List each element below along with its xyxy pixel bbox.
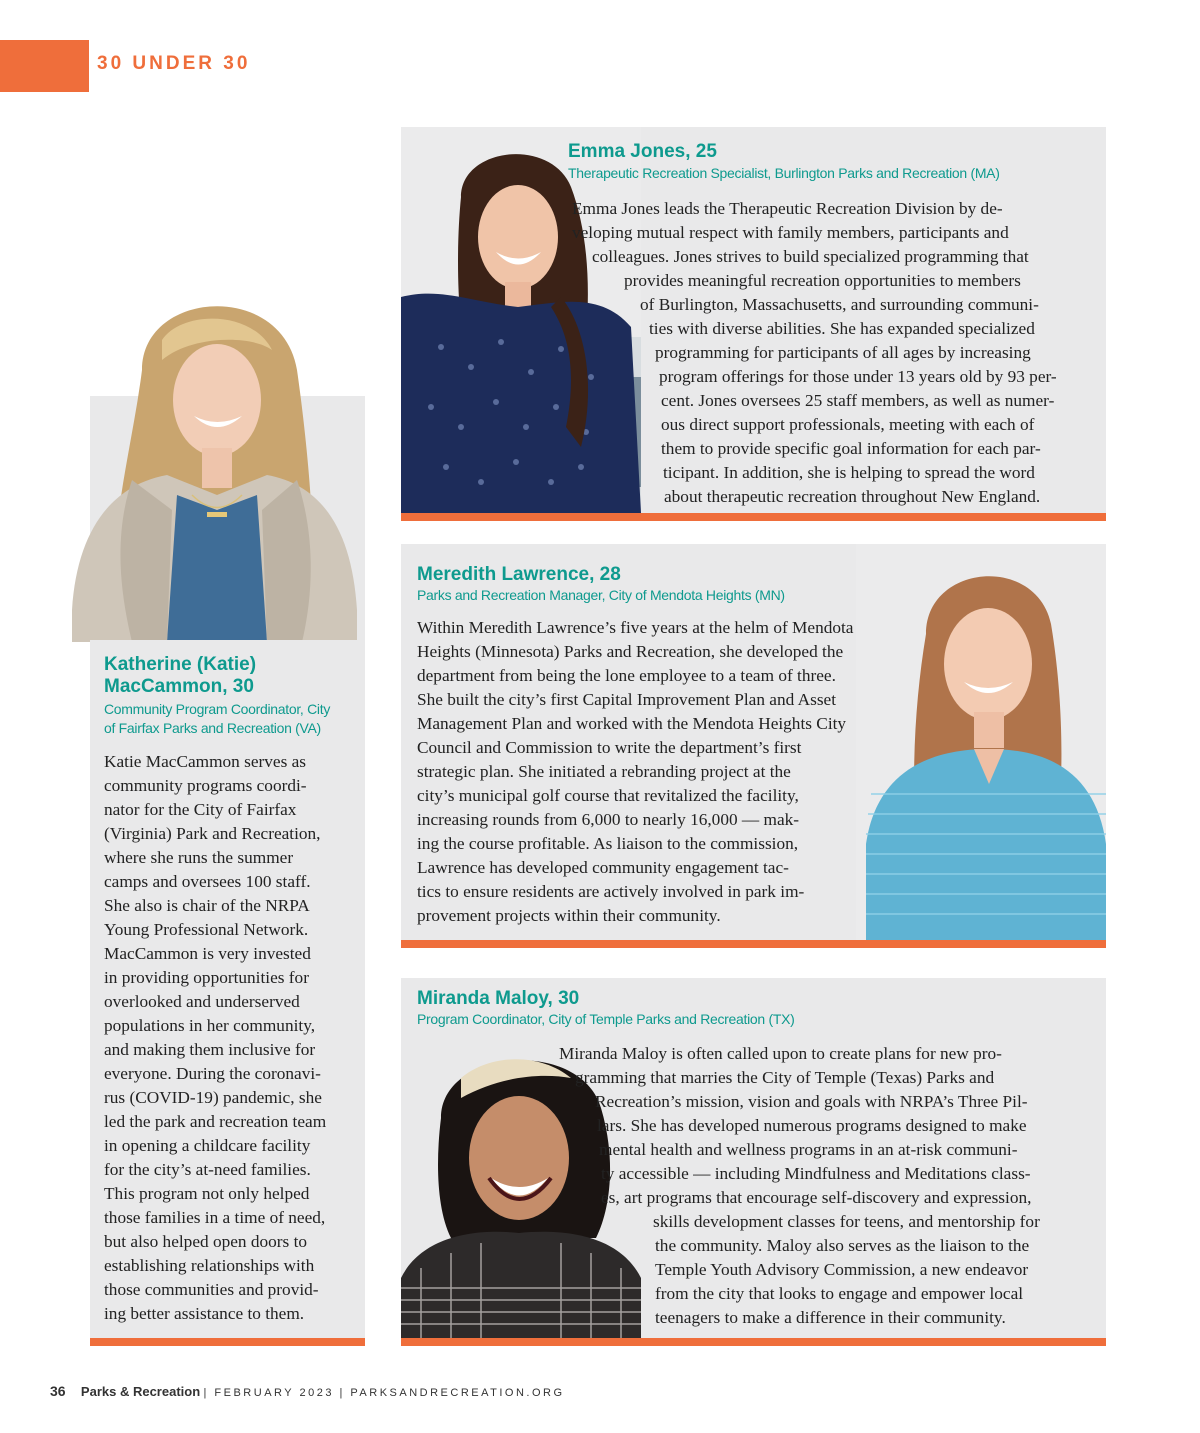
katie-name-line: Katherine (Katie) xyxy=(104,654,257,675)
profile-card-miranda xyxy=(401,978,1106,1346)
bio-line: them to provide specific goal information for each par- xyxy=(661,439,1041,458)
profile-card-meredith xyxy=(401,544,1106,948)
bio-line: populations in her community, xyxy=(104,1016,316,1035)
bio-line: This program not only helped xyxy=(104,1184,310,1203)
bio-line: camps and oversees 100 staff. xyxy=(104,872,311,891)
miranda-role: Program Coordinator, City of Temple Parks and Recreation (TX) xyxy=(417,1011,795,1027)
katie-role-line: of Fairfax Parks and Recreation (VA) xyxy=(104,720,321,736)
bio-line: lars. She has developed numerous programs designed to make xyxy=(597,1116,1027,1135)
bio-line: overlooked and underserved xyxy=(104,992,300,1011)
katie-role-line: Community Program Coordinator, City xyxy=(104,701,331,717)
page-number: 36 xyxy=(50,1383,66,1399)
bio-line: strategic plan. She initiated a rebranding project at the xyxy=(417,762,791,781)
bio-line: gramming that marries the City of Temple (Texas) Parks and xyxy=(575,1068,995,1087)
bio-line: ing the course profitable. As liaison to the commission, xyxy=(417,834,799,853)
magazine-name: Parks & Recreation xyxy=(80,1384,201,1399)
bio-line: mental health and wellness programs in an at-risk communi- xyxy=(599,1140,1018,1159)
profile-card-katie xyxy=(90,640,365,1346)
bio-line: program offerings for those under 13 years old by 93 per- xyxy=(659,367,1057,386)
bio-line: city’s municipal golf course that revitalized the facility, xyxy=(417,786,799,805)
bio-line: Young Professional Network. xyxy=(104,920,309,939)
miranda-name: Miranda Maloy, 30 xyxy=(417,988,580,1009)
profile-card-emma xyxy=(401,127,1106,521)
bio-line: about therapeutic recreation throughout New England. xyxy=(664,487,1041,506)
katie-name xyxy=(104,654,352,698)
bio-line: everyone. During the coronavi- xyxy=(104,1064,321,1083)
section-title: 30 UNDER 30 xyxy=(97,53,251,74)
katie-bio xyxy=(104,750,352,1326)
bio-line: Temple Youth Advisory Commission, a new endeavor xyxy=(655,1260,1029,1279)
meredith-name: Meredith Lawrence, 28 xyxy=(417,564,621,585)
bio-line: those communities and provid- xyxy=(104,1280,319,1299)
bio-line: nator for the City of Fairfax xyxy=(104,800,297,819)
bio-line: ticipant. In addition, she is helping to spread the word xyxy=(663,463,1035,482)
bio-line: ty accessible — including Mindfulness and Meditations class- xyxy=(601,1164,1031,1183)
bio-line: the community. Maloy also serves as the liaison to the xyxy=(655,1236,1030,1255)
bio-line: community programs coordi- xyxy=(104,776,307,795)
bio-line: She built the city’s first Capital Improvement Plan and Asset xyxy=(417,690,837,709)
bio-line: programming for participants of all ages by increasing xyxy=(655,343,1031,362)
bio-line: Emma Jones leads the Therapeutic Recreation Division by de- xyxy=(572,199,1003,218)
bio-line: Heights (Minnesota) Parks and Recreation, she developed the xyxy=(417,642,844,661)
bio-line: department from being the lone employee to a team of three. xyxy=(417,666,836,685)
section-tab xyxy=(0,40,89,92)
page-footer xyxy=(50,1383,565,1399)
bio-line: teenagers to make a difference in their community. xyxy=(655,1308,1006,1327)
bio-line: Management Plan and worked with the Mendota Heights City xyxy=(417,714,847,733)
bio-line: and making them inclusive for xyxy=(104,1040,316,1059)
bio-line: ous direct support professionals, meeting with each of xyxy=(661,415,1035,434)
bio-line: veloping mutual respect with family members, participants and xyxy=(572,223,1009,242)
bio-line: She also is chair of the NRPA xyxy=(104,896,310,915)
bio-line: in opening a childcare facility xyxy=(104,1136,311,1155)
bio-line: provides meaningful recreation opportunities to members xyxy=(624,271,1021,290)
katie-role xyxy=(104,700,352,738)
miranda-bio xyxy=(559,1042,1094,1330)
bio-line: (Virginia) Park and Recreation, xyxy=(104,824,321,843)
bio-line: colleagues. Jones strives to build specialized programming that xyxy=(592,247,1029,266)
bio-line: for the city’s at-need families. xyxy=(104,1160,311,1179)
bio-line: Lawrence has developed community engagement tac- xyxy=(417,858,789,877)
emma-bio xyxy=(561,197,1095,509)
bio-line: MacCammon is very invested xyxy=(104,944,311,963)
emma-role: Therapeutic Recreation Specialist, Burlington Parks and Recreation (MA) xyxy=(568,165,1000,181)
bio-line: Katie MacCammon serves as xyxy=(104,752,307,771)
issue-info: | FEBRUARY 2023 | PARKSANDRECREATION.ORG xyxy=(203,1387,565,1399)
bio-line: provement projects within their community. xyxy=(417,906,721,925)
bio-line: those families in a time of need, xyxy=(104,1208,326,1227)
bio-line: but also helped open doors to xyxy=(104,1232,308,1251)
bio-line: Within Meredith Lawrence’s five years at the helm of Mendota xyxy=(417,618,854,637)
bio-line: rus (COVID-19) pandemic, she xyxy=(104,1088,322,1107)
bio-line: in providing opportunities for xyxy=(104,968,309,987)
meredith-bio xyxy=(417,616,907,928)
bio-line: Council and Commission to write the department’s first xyxy=(417,738,802,757)
katie-name-line: MacCammon, 30 xyxy=(104,676,254,697)
bio-line: from the city that looks to engage and empower local xyxy=(655,1284,1024,1303)
bio-line: ing better assistance to them. xyxy=(104,1304,305,1323)
bio-line: Miranda Maloy is often called upon to create plans for new pro- xyxy=(559,1044,1002,1063)
bio-line: where she runs the summer xyxy=(104,848,294,867)
bio-line: tics to ensure residents are actively involved in park im- xyxy=(417,882,805,901)
meredith-role: Parks and Recreation Manager, City of Mendota Heights (MN) xyxy=(417,587,785,603)
bio-line: ties with diverse abilities. She has expanded specialized xyxy=(649,319,1035,338)
bio-line: skills development classes for teens, and mentorship for xyxy=(653,1212,1040,1231)
bio-line: establishing relationships with xyxy=(104,1256,315,1275)
bio-line: es, art programs that encourage self-discovery and expression, xyxy=(601,1188,1032,1207)
bio-line: increasing rounds from 6,000 to nearly 16,000 — mak- xyxy=(417,810,800,829)
bio-line: cent. Jones oversees 25 staff members, as well as numer- xyxy=(661,391,1055,410)
bio-line: Recreation’s mission, vision and goals with NRPA’s Three Pil- xyxy=(595,1092,1028,1111)
bio-line: of Burlington, Massachusetts, and surrounding communi- xyxy=(640,295,1039,314)
bio-line: led the park and recreation team xyxy=(104,1112,327,1131)
katie-portrait xyxy=(72,280,357,642)
emma-name: Emma Jones, 25 xyxy=(568,141,717,162)
